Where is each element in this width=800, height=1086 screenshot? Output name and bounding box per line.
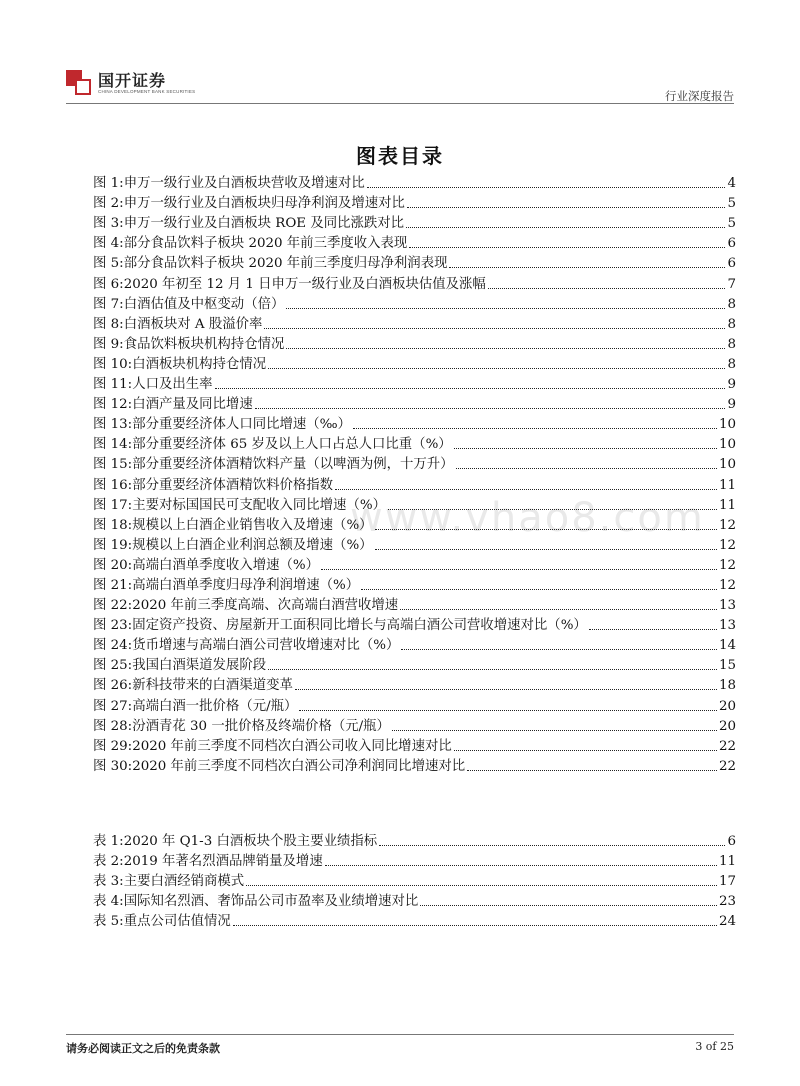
toc-title: 主要对标国国民可支配收入同比增速（%） [132,497,386,513]
toc-page-number: 8 [727,356,736,372]
toc-page-number: 5 [727,216,736,232]
toc-label: 图 19: [93,537,133,553]
dot-leader [286,308,725,309]
table-entry[interactable] [93,850,736,870]
dot-leader [321,569,717,570]
dot-leader [406,227,725,228]
toc-page-number: 7 [727,276,736,292]
toc-page-number: 12 [718,517,736,533]
toc-page-number: 8 [727,296,736,312]
toc-page-number: 6 [727,834,736,850]
table-entry[interactable] [93,870,736,890]
dot-leader [353,428,717,429]
figure-entry[interactable] [93,735,736,755]
toc-title: 部分重要经济体 65 岁及以上人口占总人口比重（%） [132,437,452,453]
toc-label: 图 23: [93,618,133,634]
toc-page-number: 12 [718,577,736,593]
toc-label: 图 27: [93,698,133,714]
toc-page-number: 12 [718,557,736,573]
toc-title: 部分食品饮料子板块 2020 年前三季度收入表现 [123,236,408,252]
toc-page-number: 13 [718,618,736,634]
figure-entry[interactable] [93,393,736,413]
toc-title: 2019 年著名烈酒品牌销量及增速 [123,854,323,870]
toc-label: 图 13: [93,417,133,433]
dot-leader [454,750,717,751]
toc-label: 图 2: [93,196,124,212]
toc-title: 白酒板块机构持仓情况 [132,356,267,372]
dot-leader [467,770,717,771]
dot-leader [325,865,717,866]
figure-entry[interactable] [93,353,736,373]
toc-title: 食品饮料板块机构持仓情况 [123,336,285,352]
figure-entry[interactable] [93,554,736,574]
dot-leader [420,905,717,906]
footer-divider [66,1034,734,1035]
toc-page-number: 5 [727,196,736,212]
toc-page-number: 4 [727,176,736,192]
table-list [93,830,736,930]
page-header [66,70,734,104]
toc-label: 表 5: [93,914,124,930]
toc-title: 白酒板块对 A 股溢价率 [123,316,263,332]
figure-entry[interactable] [93,634,736,654]
toc-label: 图 12: [93,397,133,413]
toc-page-number: 23 [718,894,736,910]
figure-entry[interactable] [93,473,736,493]
toc-page-number: 11 [718,477,736,493]
toc-page-number: 11 [718,497,736,513]
toc-page-number: 6 [727,236,736,252]
toc-label: 图 8: [93,316,124,332]
dot-leader [401,649,717,650]
figure-entry[interactable] [93,313,736,333]
toc-title: 白酒估值及中枢变动（倍） [123,296,285,312]
toc-title: 人口及出生率 [132,377,213,393]
toc-page-number: 18 [718,678,736,694]
toc-page-number: 12 [718,537,736,553]
figure-entry[interactable] [93,212,736,232]
watermark: www.vhao8.com [350,495,705,541]
toc-label: 图 6: [93,276,124,292]
toc-title: 申万一级行业及白酒板块营收及增速对比 [123,176,365,192]
toc-label: 表 1: [93,834,124,850]
toc-page-number: 8 [727,336,736,352]
dot-leader [255,408,726,409]
figure-entry[interactable] [93,453,736,473]
figure-entry[interactable] [93,333,736,353]
figure-entry[interactable] [93,232,736,252]
dot-leader [379,845,725,846]
toc-page-number: 15 [718,658,736,674]
toc-label: 图 3: [93,216,124,232]
dot-leader [286,348,725,349]
report-type: 行业深度报告 [665,89,734,103]
toc-title: 部分重要经济体酒精饮料价格指数 [132,477,334,493]
dot-leader [392,730,717,731]
figure-entry[interactable] [93,715,736,735]
figure-entry[interactable] [93,755,736,775]
toc-label: 图 15: [93,457,133,473]
toc-title: 国际知名烈酒、奢饰品公司市盈率及业绩增速对比 [123,894,419,910]
toc-label: 图 18: [93,517,133,533]
toc-title: 部分重要经济体酒精饮料产量（以啤酒为例，十万升） [132,457,454,473]
page-number: 3 of 25 [695,1040,734,1053]
toc-page-number: 9 [727,377,736,393]
toc-page-number: 22 [718,738,736,754]
toc-title: 申万一级行业及白酒板块归母净利润及增速对比 [123,196,405,212]
disclaimer-text: 请务必阅读正文之后的免责条款 [66,1042,220,1055]
toc-title: 我国白酒渠道发展阶段 [132,658,267,674]
dot-leader [264,328,725,329]
toc-label: 表 3: [93,874,124,890]
figure-entry[interactable] [93,192,736,212]
toc-title: 主要白酒经销商模式 [123,874,245,890]
toc-label: 图 29: [93,738,133,754]
toc-label: 图 24: [93,638,133,654]
figure-entry[interactable] [93,373,736,393]
toc-label: 图 16: [93,477,133,493]
dot-leader [367,187,726,188]
figure-entry[interactable] [93,534,736,554]
toc-label: 图 30: [93,758,133,774]
toc-page-number: 20 [718,698,736,714]
toc-title: 部分食品饮料子板块 2020 年前三季度归母净利润表现 [123,256,448,272]
figure-entry[interactable] [93,674,736,694]
toc-label: 图 26: [93,678,133,694]
figure-entry[interactable] [93,293,736,313]
figure-entry[interactable] [93,594,736,614]
figure-entry[interactable] [93,494,736,514]
toc-title: 规模以上白酒企业利润总额及增速（%） [132,537,373,553]
dot-leader [233,925,717,926]
figure-entry[interactable] [93,172,736,192]
figure-entry[interactable] [93,694,736,714]
toc-page-number: 14 [718,638,736,654]
toc-title: 2020 年前三季度不同档次白酒公司净利润同比增速对比 [132,758,466,774]
dot-leader [388,509,717,510]
toc-page-number: 17 [718,874,736,890]
figure-entry[interactable] [93,252,736,272]
table-entry[interactable] [93,890,736,910]
toc-label: 图 20: [93,557,133,573]
dot-leader [375,529,717,530]
toc-title: 汾酒青花 30 一批价格及终端价格（元/瓶） [132,718,390,734]
toc-title: 部分重要经济体人口同比增速（‰） [132,417,352,433]
dot-leader [335,489,717,490]
toc-page-number: 8 [727,316,736,332]
figure-list [93,172,736,775]
toc-label: 图 28: [93,718,133,734]
figure-entry[interactable] [93,413,736,433]
logo-name-cn: 国开证券 [98,71,167,90]
dot-leader [456,468,717,469]
toc-title: 2020 年初至 12 月 1 日申万一级行业及白酒板块估值及涨幅 [123,276,486,292]
table-entry[interactable] [93,830,736,850]
toc-label: 图 17: [93,497,133,513]
toc-label: 图 9: [93,336,124,352]
dot-leader [268,669,717,670]
logo-icon [66,70,92,96]
toc-page-number: 10 [718,417,736,433]
toc-title: 新科技带来的白酒渠道变革 [132,678,293,694]
dot-leader [295,689,717,690]
table-entry[interactable] [93,910,736,930]
toc-title: 2020 年前三季度高端、次高端白酒营收增速 [132,598,399,614]
toc-page-number: 10 [718,437,736,453]
figure-entry[interactable] [93,574,736,594]
toc-label: 表 4: [93,894,124,910]
toc-label: 图 1: [93,176,124,192]
dot-leader [589,629,717,630]
dot-leader [246,885,717,886]
toc-label: 图 7: [93,296,124,312]
toc-title: 规模以上白酒企业销售收入及增速（%） [132,517,373,533]
toc-label: 表 2: [93,854,124,870]
dot-leader [215,388,726,389]
toc-page-number: 22 [718,758,736,774]
toc-title: 高端白酒单季度归母净利润增速（%） [132,577,360,593]
page-title: 图表目录 [356,144,444,168]
figure-entry[interactable] [93,654,736,674]
dot-leader [454,448,717,449]
toc-page-number: 20 [718,718,736,734]
toc-label: 图 4: [93,236,124,252]
figure-entry[interactable] [93,614,736,634]
toc-page-number: 24 [718,914,736,930]
dot-leader [407,207,726,208]
company-logo [66,70,195,96]
toc-page-number: 13 [718,598,736,614]
toc-title: 高端白酒单季度收入增速（%） [132,557,320,573]
toc-title: 2020 年 Q1-3 白酒板块个股主要业绩指标 [123,834,378,850]
dot-leader [488,288,726,289]
toc-label: 图 11: [93,377,133,393]
toc-label: 图 14: [93,437,133,453]
dot-leader [268,368,725,369]
dot-leader [299,710,717,711]
dot-leader [409,247,725,248]
toc-title: 申万一级行业及白酒板块 ROE 及同比涨跌对比 [123,216,405,232]
toc-title: 2020 年前三季度不同档次白酒公司收入同比增速对比 [132,738,452,754]
toc-label: 图 10: [93,356,133,372]
toc-page-number: 6 [727,256,736,272]
figure-entry[interactable] [93,433,736,453]
logo-name-en: CHINA DEVELOPMENT BANK SECURITIES [98,89,196,94]
dot-leader [449,267,725,268]
toc-page-number: 11 [718,854,736,870]
dot-leader [375,549,717,550]
toc-label: 图 22: [93,598,133,614]
figure-entry[interactable] [93,272,736,292]
toc-title: 货币增速与高端白酒公司营收增速对比（%） [132,638,400,654]
toc-title: 高端白酒一批价格（元/瓶） [132,698,298,714]
dot-leader [400,609,717,610]
toc-label: 图 25: [93,658,133,674]
figure-entry[interactable] [93,514,736,534]
toc-title: 重点公司估值情况 [123,914,231,930]
toc-page-number: 10 [718,457,736,473]
toc-page-number: 9 [727,397,736,413]
toc-label: 图 5: [93,256,124,272]
dot-leader [361,589,717,590]
toc-title: 固定资产投资、房屋新开工面积同比增长与高端白酒公司营收增速对比（%） [132,618,587,634]
toc-title: 白酒产量及同比增速 [132,397,253,413]
toc-label: 图 21: [93,577,133,593]
